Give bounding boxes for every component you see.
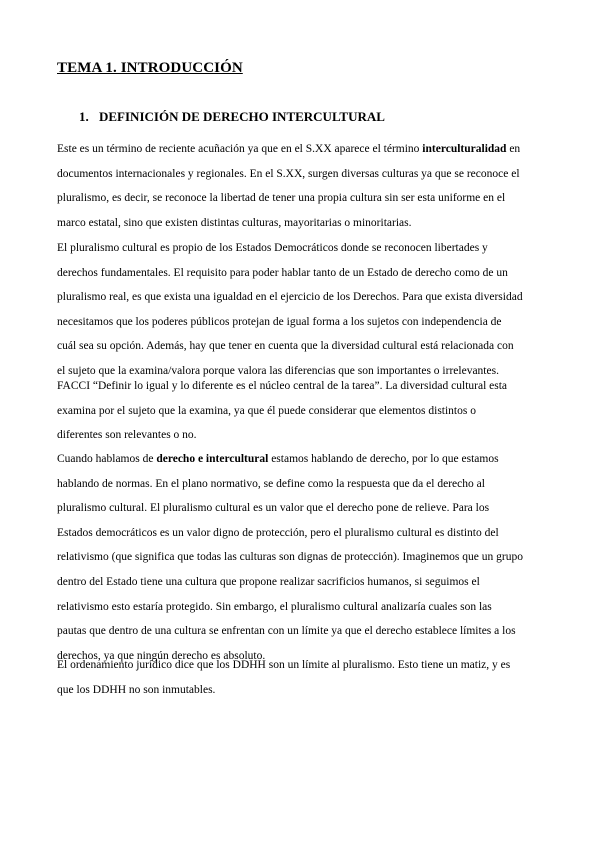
text-line: El ordenamiento jurídico dice que los DDHH son un límite al pluralismo. Esto tiene un matiz, y es [57, 659, 511, 671]
text-line: el sujeto que la examina/valora porque valora las diferencias que son importantes o irrelevantes. [57, 364, 499, 377]
text-line: hablando de normas. En el plano normativo, se define como la respuesta que da el derecho al [57, 477, 485, 490]
text-line: pluralismo, es decir, se reconoce la libertad de tener una propia cultura sin ser esta uniforme en el [57, 192, 506, 205]
paragraph-intercultural-law [57, 447, 547, 668]
paragraph-legal-order [57, 653, 547, 702]
text-line: FACCI “Definir lo igual y lo diferente es el núcleo central de la tarea”. La diversidad cultural esta [57, 380, 508, 392]
paragraph-facci-quote [57, 374, 547, 448]
text-line: diferentes son relevantes o no. [57, 429, 197, 442]
paragraph-pluralism [57, 236, 547, 384]
paragraph-definition [57, 137, 547, 235]
text-line: dentro del Estado tiene una cultura que propone realizar sacrificios humanos, si seguimos el [57, 575, 480, 588]
section-number: 1. [79, 109, 89, 124]
text-line: que los DDHH no son inmutables. [57, 683, 216, 696]
bold-term: derecho e intercultural [156, 453, 269, 465]
text-line: El pluralismo cultural es propio de los Estados Democráticos donde se reconocen libertades y [57, 242, 488, 254]
document-title: TEMA 1. INTRODUCCIÓN [57, 60, 243, 76]
text-line: marco estatal, sino que existen distintas culturas, mayoritarias o minoritarias. [57, 216, 412, 229]
text-line: documentos internacionales y regionales. En el S.XX, surgen diversas culturas ya que se reconoce el [57, 167, 520, 180]
text-line: examina por el sujeto que la examina, ya que él puede considerar que elementos distintos o [57, 404, 476, 417]
section-heading-text: DEFINICIÓN DE DERECHO INTERCULTURAL [99, 109, 385, 124]
text-line: relativismo esto estaría protegido. Sin embargo, el pluralismo cultural analizaría cuales son las [57, 600, 492, 613]
bold-term: interculturalidad [422, 143, 507, 155]
text-line: pluralismo cultural. El pluralismo cultural es un valor que el derecho pone de relieve. Para los [57, 502, 490, 515]
text-line: derechos, ya que ningún derecho es absoluto. [57, 649, 266, 662]
text-line: relativismo (que significa que todas las culturas son dignas de protección). Imaginemos que un grupo [57, 551, 523, 564]
text-line: Cuando hablamos de derecho e intercultural estamos hablando de derecho, por lo que estamos [57, 453, 499, 465]
text-line: pautas que dentro de una cultura se enfrentan con un límite ya que el derecho establece límites a los [57, 625, 516, 638]
text-line: necesitamos que los poderes públicos protejan de igual forma a los sujetos con independencia de [57, 315, 502, 328]
text-line: Estados democráticos es un valor digno de protección, pero el pluralismo cultural es distinto del [57, 526, 499, 539]
text-line: Este es un término de reciente acuñación ya que en el S.XX aparece el término interculturalidad en [57, 143, 521, 155]
text-line: cuál sea su opción. Además, hay que tener en cuenta que la diversidad cultural está relacionada con [57, 340, 514, 353]
section-heading [79, 109, 385, 125]
text-line: derechos fundamentales. El requisito para poder hablar tanto de un Estado de derecho como de un [57, 266, 508, 279]
text-line: pluralismo real, es que exista una igualdad en el ejercicio de los Derechos. Para que exista diversidad [57, 291, 523, 304]
